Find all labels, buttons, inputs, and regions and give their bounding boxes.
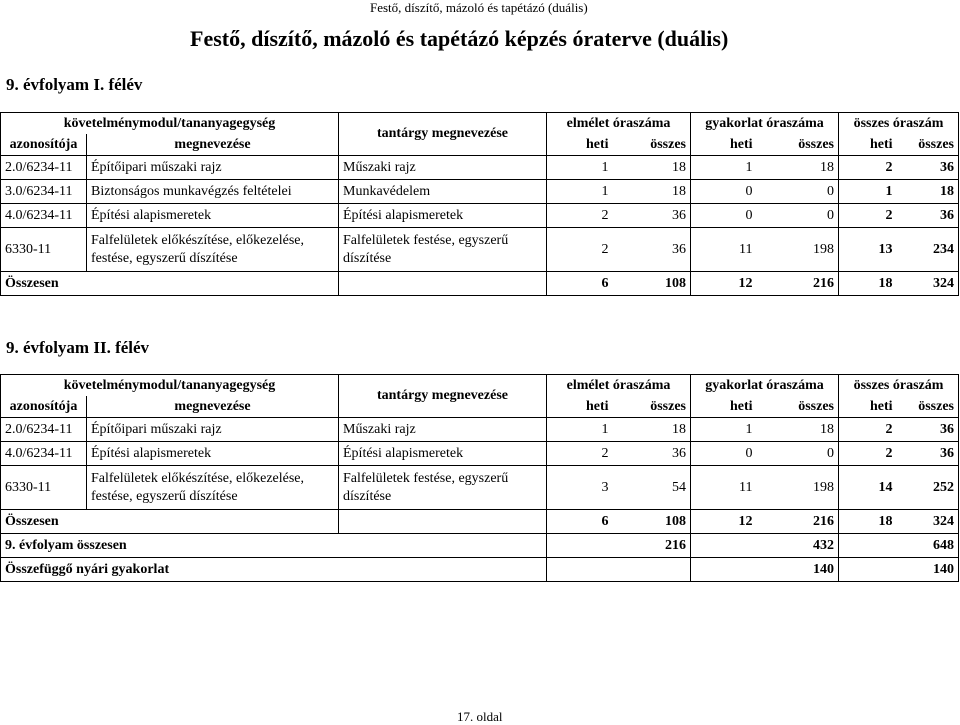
subject-name: Műszaki rajz — [339, 418, 547, 442]
theory-sum: 36 — [613, 228, 691, 272]
total-weekly: 2 — [839, 442, 897, 466]
practice-sum: 216 — [757, 272, 839, 296]
empty-cell — [547, 534, 613, 558]
total-weekly: 13 — [839, 228, 897, 272]
theory-sum: 54 — [613, 466, 691, 510]
total-sum: 324 — [897, 510, 959, 534]
total-sum: 324 — [897, 272, 959, 296]
table-row — [1, 442, 959, 466]
subject-name: Falfelületek festése, egyszerű díszítése — [339, 466, 547, 510]
header-row-1 — [1, 113, 959, 135]
practice-weekly: 0 — [691, 442, 757, 466]
sum-header: összes — [897, 134, 959, 156]
theory-weekly: 2 — [547, 204, 613, 228]
practice-header: gyakorlat óraszáma — [691, 113, 839, 135]
empty-cell — [339, 510, 547, 534]
total-sum: 234 — [897, 228, 959, 272]
practice-sum: 198 — [757, 466, 839, 510]
name-header: megnevezése — [87, 134, 339, 156]
theory-weekly: 2 — [547, 442, 613, 466]
subject-header: tantárgy megnevezése — [339, 113, 547, 156]
practice-weekly: 11 — [691, 228, 757, 272]
theory-sum: 18 — [613, 180, 691, 204]
subject-name: Műszaki rajz — [339, 156, 547, 180]
total-weekly: 18 — [839, 272, 897, 296]
theory-sum: 108 — [613, 510, 691, 534]
id-header: azonosítója — [1, 134, 87, 156]
weekly-header: heti — [691, 134, 757, 156]
total-weekly: 2 — [839, 204, 897, 228]
module-name: Építési alapismeretek — [87, 442, 339, 466]
theory-weekly: 1 — [547, 418, 613, 442]
semester-2-table — [0, 374, 959, 582]
practice-sum: 0 — [757, 442, 839, 466]
subject-name: Falfelületek festése, egyszerű díszítése — [339, 228, 547, 272]
total-sum: 140 — [897, 558, 959, 582]
sum-header: összes — [757, 396, 839, 418]
practice-sum: 18 — [757, 418, 839, 442]
theory-weekly: 3 — [547, 466, 613, 510]
empty-cell — [339, 272, 547, 296]
header-row-1 — [1, 375, 959, 397]
practice-sum: 0 — [757, 204, 839, 228]
theory-header: elmélet óraszáma — [547, 113, 691, 135]
module-id: 6330-11 — [1, 228, 87, 272]
running-head: Festő, díszítő, mázoló és tapétázó (duális) — [370, 0, 588, 15]
theory-weekly: 2 — [547, 228, 613, 272]
semester-2-heading: 9. évfolyam II. félév — [6, 338, 150, 357]
total-sum: 18 — [897, 180, 959, 204]
theory-sum: 36 — [613, 442, 691, 466]
practice-sum: 216 — [757, 510, 839, 534]
summer-practice-row — [1, 558, 959, 582]
total-sum: 36 — [897, 418, 959, 442]
semester-1-heading: 9. évfolyam I. félév — [6, 75, 143, 94]
total-weekly: 2 — [839, 418, 897, 442]
semester-1-table — [0, 112, 959, 296]
module-name: Falfelületek előkészítése, előkezelése, festése, egyszerű díszítése — [87, 228, 339, 272]
module-name: Falfelületek előkészítése, előkezelése, festése, egyszerű díszítése — [87, 466, 339, 510]
weekly-header: heti — [691, 396, 757, 418]
summer-practice-label: Összefüggő nyári gyakorlat — [1, 558, 547, 582]
empty-cell — [613, 558, 691, 582]
theory-sum: 18 — [613, 418, 691, 442]
theory-sum: 108 — [613, 272, 691, 296]
total-label: Összesen — [1, 510, 339, 534]
theory-header: elmélet óraszáma — [547, 375, 691, 397]
theory-weekly: 1 — [547, 180, 613, 204]
total-label: Összesen — [1, 272, 339, 296]
practice-sum: 0 — [757, 180, 839, 204]
theory-weekly: 1 — [547, 156, 613, 180]
weekly-header: heti — [547, 396, 613, 418]
theory-sum: 36 — [613, 204, 691, 228]
table-row — [1, 228, 959, 272]
practice-weekly: 1 — [691, 418, 757, 442]
module-name: Építőipari műszaki rajz — [87, 418, 339, 442]
total-weekly: 1 — [839, 180, 897, 204]
module-header: követelménymodul/tananyagegység — [1, 375, 339, 397]
subject-name: Építési alapismeretek — [339, 204, 547, 228]
module-name: Építési alapismeretek — [87, 204, 339, 228]
table-row — [1, 466, 959, 510]
total-weekly: 18 — [839, 510, 897, 534]
practice-weekly: 0 — [691, 180, 757, 204]
module-id: 4.0/6234-11 — [1, 204, 87, 228]
practice-weekly: 11 — [691, 466, 757, 510]
theory-sum: 216 — [613, 534, 691, 558]
practice-weekly: 0 — [691, 204, 757, 228]
table-row — [1, 180, 959, 204]
total-sum: 36 — [897, 204, 959, 228]
practice-header: gyakorlat óraszáma — [691, 375, 839, 397]
total-weekly: 14 — [839, 466, 897, 510]
weekly-header: heti — [839, 396, 897, 418]
module-id: 4.0/6234-11 — [1, 442, 87, 466]
empty-cell — [691, 558, 757, 582]
sum-header: összes — [613, 396, 691, 418]
year-total-row — [1, 534, 959, 558]
module-id: 2.0/6234-11 — [1, 418, 87, 442]
module-id: 6330-11 — [1, 466, 87, 510]
theory-weekly: 6 — [547, 272, 613, 296]
practice-sum: 432 — [757, 534, 839, 558]
total-row — [1, 510, 959, 534]
id-header: azonosítója — [1, 396, 87, 418]
empty-cell — [547, 558, 613, 582]
practice-weekly: 12 — [691, 272, 757, 296]
subject-header: tantárgy megnevezése — [339, 375, 547, 418]
theory-sum: 18 — [613, 156, 691, 180]
table-row — [1, 418, 959, 442]
total-header: összes óraszám — [839, 375, 959, 397]
total-sum: 648 — [897, 534, 959, 558]
page-number: 17. oldal — [457, 709, 503, 724]
practice-sum: 140 — [757, 558, 839, 582]
total-weekly: 2 — [839, 156, 897, 180]
sum-header: összes — [897, 396, 959, 418]
module-name: Építőipari műszaki rajz — [87, 156, 339, 180]
practice-weekly: 12 — [691, 510, 757, 534]
total-row — [1, 272, 959, 296]
subject-name: Építési alapismeretek — [339, 442, 547, 466]
name-header: megnevezése — [87, 396, 339, 418]
practice-sum: 198 — [757, 228, 839, 272]
module-id: 2.0/6234-11 — [1, 156, 87, 180]
practice-sum: 18 — [757, 156, 839, 180]
weekly-header: heti — [547, 134, 613, 156]
total-sum: 36 — [897, 442, 959, 466]
theory-weekly: 6 — [547, 510, 613, 534]
subject-name: Munkavédelem — [339, 180, 547, 204]
sum-header: összes — [757, 134, 839, 156]
weekly-header: heti — [839, 134, 897, 156]
total-header: összes óraszám — [839, 113, 959, 135]
total-sum: 252 — [897, 466, 959, 510]
year-total-label: 9. évfolyam összesen — [1, 534, 547, 558]
table-row — [1, 156, 959, 180]
table-row — [1, 204, 959, 228]
page-title: Festő, díszítő, mázoló és tapétázó képzés óraterve (duális) — [190, 26, 729, 51]
module-name: Biztonságos munkavégzés feltételei — [87, 180, 339, 204]
module-id: 3.0/6234-11 — [1, 180, 87, 204]
practice-weekly: 1 — [691, 156, 757, 180]
module-header: követelménymodul/tananyagegység — [1, 113, 339, 135]
empty-cell — [839, 534, 897, 558]
total-sum: 36 — [897, 156, 959, 180]
empty-cell — [839, 558, 897, 582]
empty-cell — [691, 534, 757, 558]
sum-header: összes — [613, 134, 691, 156]
